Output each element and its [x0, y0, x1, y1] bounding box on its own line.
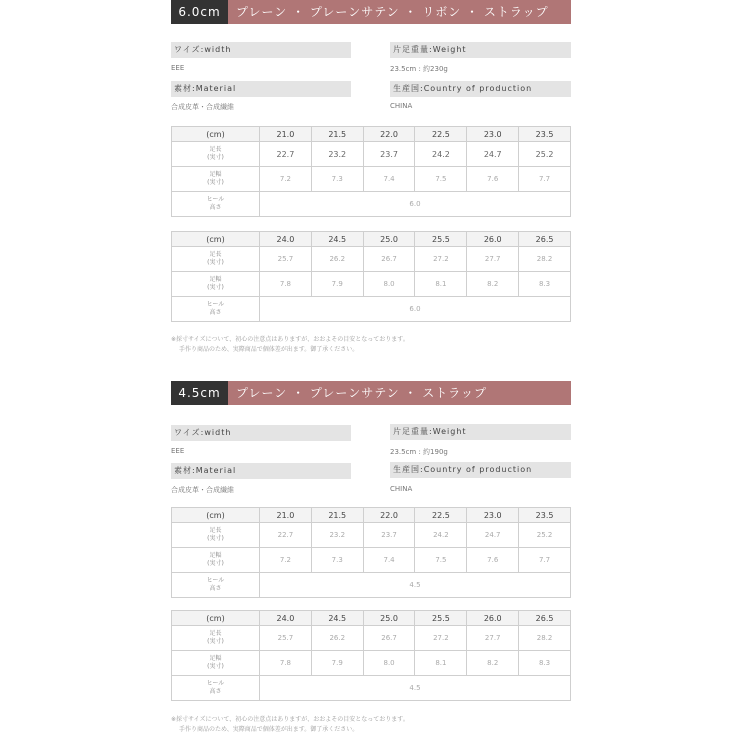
table-row: [172, 192, 571, 217]
width-cell: 7.9: [311, 272, 363, 297]
size-note: ※採寸サイズについて、初心の注意点はありますが、おおよその目安となっております。 手作り商品のため、実際商品で個体差が出ます。御了承ください。: [171, 716, 409, 733]
width-cell: 8.1: [415, 272, 467, 297]
size-cell: 22.0: [363, 127, 415, 142]
weight-value: 23.5cm : 約230g: [390, 65, 448, 73]
table-header-row: [172, 127, 571, 142]
width-cell: 8.1: [415, 651, 467, 676]
width-cell: 7.7: [519, 167, 571, 192]
heel-size-badge: 4.5cm: [171, 381, 228, 405]
size-table: [171, 610, 571, 701]
length-cell: 23.7: [363, 523, 415, 548]
size-cell: 22.5: [415, 508, 467, 523]
heel-size-badge: 6.0cm: [171, 0, 228, 24]
size-cell: 25.5: [415, 611, 467, 626]
size-cell: 24.0: [260, 611, 312, 626]
unit-cell: (cm): [172, 611, 260, 626]
heel-cell: 6.0: [260, 192, 571, 217]
size-table: [171, 507, 571, 598]
size-cell: 22.0: [363, 508, 415, 523]
width-cell: 8.2: [467, 651, 519, 676]
table-row: [172, 676, 571, 701]
length-cell: 22.7: [260, 523, 312, 548]
unit-cell: (cm): [172, 508, 260, 523]
size-cell: 25.0: [363, 611, 415, 626]
size-cell: 24.5: [311, 232, 363, 247]
length-cell: 24.2: [415, 142, 467, 167]
size-cell: 21.0: [260, 508, 312, 523]
row-label-length: 足長 (実寸): [172, 142, 260, 167]
table-row: [172, 523, 571, 548]
width-cell: 7.5: [415, 548, 467, 573]
table-row: [172, 272, 571, 297]
length-cell: 27.7: [467, 247, 519, 272]
length-cell: 27.7: [467, 626, 519, 651]
table-row: [172, 247, 571, 272]
row-label-length: 足長 (実寸): [172, 626, 260, 651]
size-cell: 24.5: [311, 611, 363, 626]
length-cell: 24.7: [467, 523, 519, 548]
weight-value: 23.5cm : 約190g: [390, 448, 448, 456]
row-label-width: 足幅 (実寸): [172, 272, 260, 297]
heel-cell: 4.5: [260, 573, 571, 598]
material-label: 素材:Material: [171, 463, 351, 479]
size-cell: 26.5: [519, 232, 571, 247]
country-value: CHINA: [390, 102, 413, 110]
length-cell: 25.2: [519, 523, 571, 548]
size-cell: 21.5: [311, 508, 363, 523]
length-cell: 26.7: [363, 626, 415, 651]
width-cell: 7.3: [311, 548, 363, 573]
section-header: [171, 0, 571, 24]
material-value: 合成皮革・合成繊維: [171, 103, 234, 111]
size-cell: 26.0: [467, 611, 519, 626]
length-cell: 26.2: [311, 626, 363, 651]
material-value: 合成皮革・合成繊維: [171, 486, 234, 494]
length-cell: 23.7: [363, 142, 415, 167]
country-value: CHINA: [390, 485, 413, 493]
size-cell: 24.0: [260, 232, 312, 247]
weight-label: 片足重量:Weight: [390, 42, 571, 58]
length-cell: 28.2: [519, 247, 571, 272]
length-cell: 28.2: [519, 626, 571, 651]
width-value: EEE: [171, 64, 185, 72]
width-cell: 8.0: [363, 651, 415, 676]
width-cell: 8.0: [363, 272, 415, 297]
table-row: [172, 573, 571, 598]
width-cell: 7.9: [311, 651, 363, 676]
length-cell: 24.2: [415, 523, 467, 548]
size-cell: 23.5: [519, 508, 571, 523]
table-row: [172, 297, 571, 322]
row-label-heel: ヒール 高さ: [172, 297, 260, 322]
width-value: EEE: [171, 447, 185, 455]
table-header-row: [172, 508, 571, 523]
heel-cell: 4.5: [260, 676, 571, 701]
length-cell: 22.7: [260, 142, 312, 167]
unit-cell: (cm): [172, 232, 260, 247]
table-header-row: [172, 232, 571, 247]
width-cell: 7.6: [467, 167, 519, 192]
row-label-width: 足幅 (実寸): [172, 651, 260, 676]
width-cell: 7.8: [260, 272, 312, 297]
width-cell: 7.2: [260, 548, 312, 573]
size-note: ※採寸サイズについて、初心の注意点はありますが、おおよその目安となっております。 手作り商品のため、実際商品で個体差が出ます。御了承ください。: [171, 336, 409, 353]
table-row: [172, 142, 571, 167]
section-title: プレーン ・ プレーンサテン ・ ストラップ: [236, 386, 487, 400]
length-cell: 25.2: [519, 142, 571, 167]
width-cell: 8.2: [467, 272, 519, 297]
size-cell: 21.5: [311, 127, 363, 142]
size-table: [171, 126, 571, 217]
size-cell: 23.0: [467, 508, 519, 523]
length-cell: 23.2: [311, 523, 363, 548]
width-cell: 7.5: [415, 167, 467, 192]
length-cell: 25.7: [260, 626, 312, 651]
weight-label: 片足重量:Weight: [390, 424, 571, 440]
size-table: [171, 231, 571, 322]
width-cell: 7.6: [467, 548, 519, 573]
table-row: [172, 651, 571, 676]
width-cell: 8.3: [519, 651, 571, 676]
width-cell: 7.8: [260, 651, 312, 676]
country-label: 生産国:Country of production: [390, 81, 571, 97]
width-cell: 7.3: [311, 167, 363, 192]
table-row: [172, 167, 571, 192]
length-cell: 26.7: [363, 247, 415, 272]
size-cell: 21.0: [260, 127, 312, 142]
size-cell: 26.5: [519, 611, 571, 626]
length-cell: 24.7: [467, 142, 519, 167]
size-cell: 23.5: [519, 127, 571, 142]
table-row: [172, 626, 571, 651]
row-label-width: 足幅 (実寸): [172, 548, 260, 573]
width-cell: 7.4: [363, 548, 415, 573]
length-cell: 25.7: [260, 247, 312, 272]
length-cell: 23.2: [311, 142, 363, 167]
width-label: ワイズ:width: [171, 42, 351, 58]
width-cell: 8.3: [519, 272, 571, 297]
size-cell: 23.0: [467, 127, 519, 142]
size-cell: 25.5: [415, 232, 467, 247]
unit-cell: (cm): [172, 127, 260, 142]
table-header-row: [172, 611, 571, 626]
row-label-length: 足長 (実寸): [172, 523, 260, 548]
section-title: プレーン ・ プレーンサテン ・ リボン ・ ストラップ: [236, 5, 549, 19]
width-cell: 7.2: [260, 167, 312, 192]
country-label: 生産国:Country of production: [390, 462, 571, 478]
size-cell: 22.5: [415, 127, 467, 142]
section-header: [171, 381, 571, 405]
table-row: [172, 548, 571, 573]
length-cell: 26.2: [311, 247, 363, 272]
width-cell: 7.4: [363, 167, 415, 192]
width-label: ワイズ:width: [171, 425, 351, 441]
length-cell: 27.2: [415, 247, 467, 272]
row-label-heel: ヒール 高さ: [172, 676, 260, 701]
row-label-width: 足幅 (実寸): [172, 167, 260, 192]
size-cell: 26.0: [467, 232, 519, 247]
length-cell: 27.2: [415, 626, 467, 651]
material-label: 素材:Material: [171, 81, 351, 97]
heel-cell: 6.0: [260, 297, 571, 322]
width-cell: 7.7: [519, 548, 571, 573]
size-cell: 25.0: [363, 232, 415, 247]
row-label-heel: ヒール 高さ: [172, 192, 260, 217]
row-label-heel: ヒール 高さ: [172, 573, 260, 598]
row-label-length: 足長 (実寸): [172, 247, 260, 272]
